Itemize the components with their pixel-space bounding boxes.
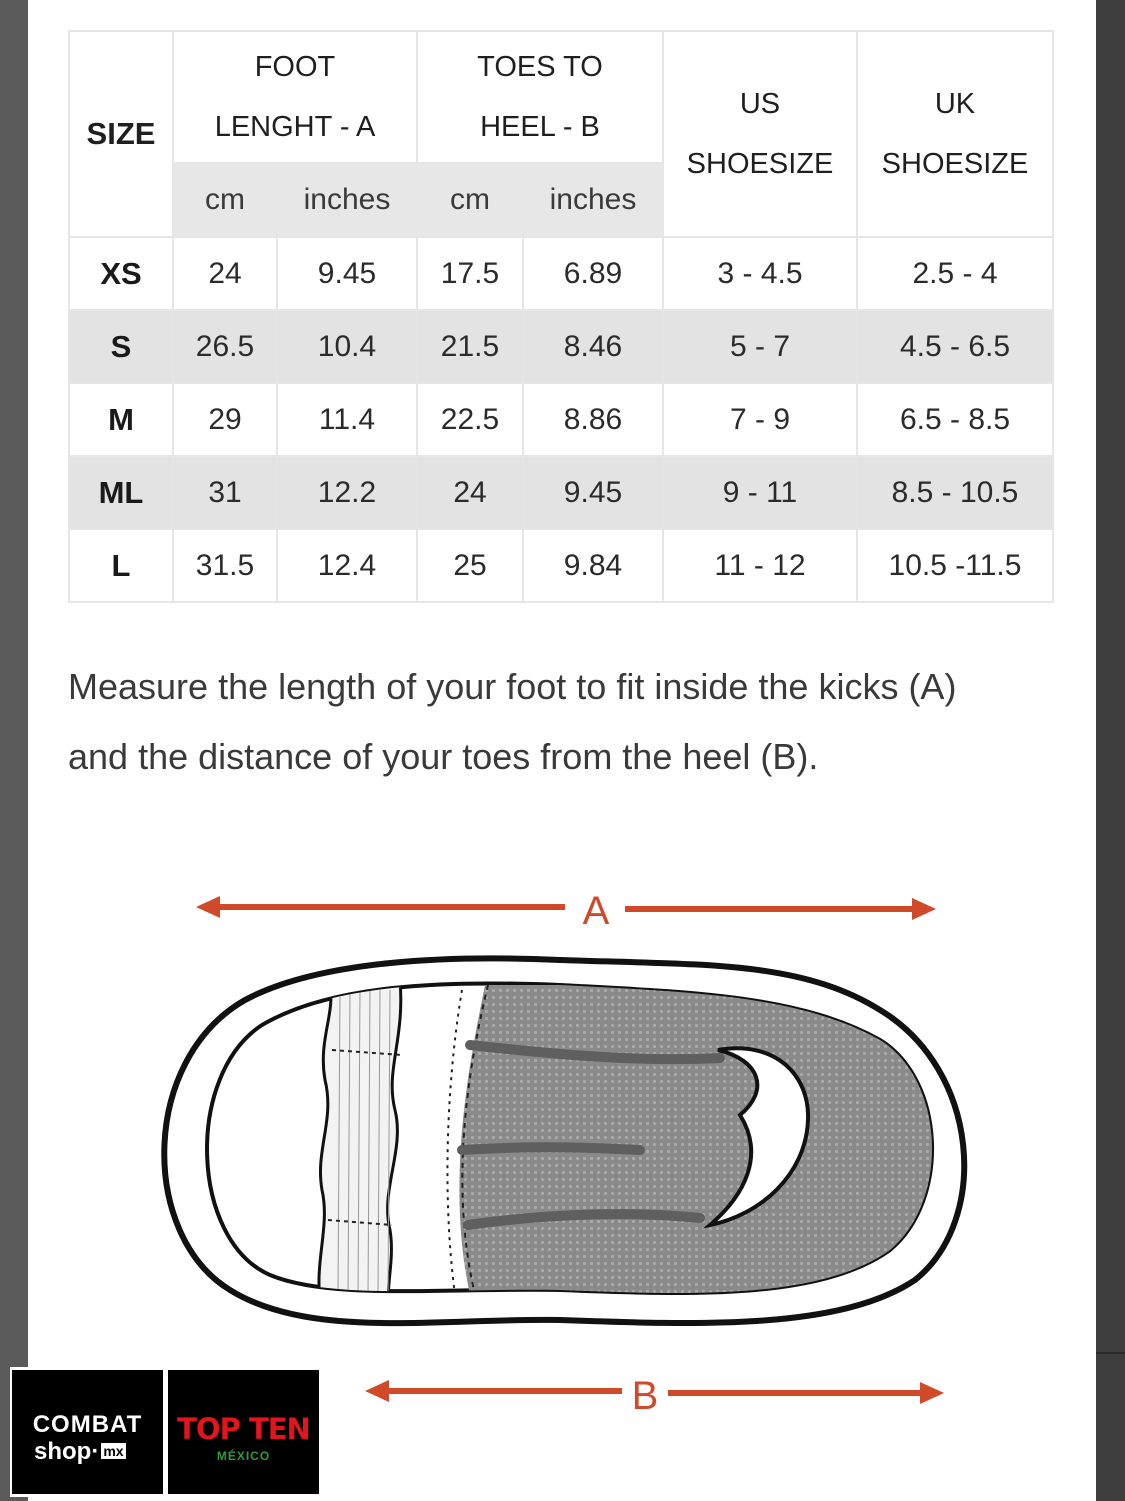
toe-cm: 24	[417, 456, 523, 529]
header-uk-shoesize: UK SHOESIZE	[857, 31, 1053, 237]
label-a: A	[582, 889, 610, 933]
size-label: L	[69, 529, 173, 602]
foot-inches: 12.4	[277, 529, 417, 602]
arrow-b	[365, 1374, 944, 1418]
foot-cm: 26.5	[173, 310, 277, 383]
logo-area	[10, 1367, 321, 1497]
foot-cm: 31	[173, 456, 277, 529]
header-size: SIZE	[69, 31, 173, 237]
us-size: 11 - 12	[663, 529, 857, 602]
uk-size: 2.5 - 4	[857, 237, 1053, 310]
arrow-a	[196, 889, 936, 933]
header-toes-to-heel: TOES TO HEEL - B	[417, 31, 663, 163]
header-foot-length: FOOT LENGHT - A	[173, 31, 417, 163]
size-label: S	[69, 310, 173, 383]
toe-inches: 9.84	[523, 529, 663, 602]
toe-inches: 8.46	[523, 310, 663, 383]
toe-cm: 25	[417, 529, 523, 602]
foot-inches: 12.2	[277, 456, 417, 529]
unit-toe-cm: cm	[417, 163, 523, 237]
foot-inches: 10.4	[277, 310, 417, 383]
foot-inches: 9.45	[277, 237, 417, 310]
toe-inches: 8.86	[523, 383, 663, 456]
uk-size: 8.5 - 10.5	[857, 456, 1053, 529]
combat-shop-logo: COMBAT shop· mx	[12, 1370, 163, 1494]
instruction-line-2: and the distance of your toes from the heel (B).	[68, 736, 819, 777]
unit-toe-inches: inches	[523, 163, 663, 237]
unit-foot-cm: cm	[173, 163, 277, 237]
uk-size: 4.5 - 6.5	[857, 310, 1053, 383]
size-label: XS	[69, 237, 173, 310]
size-label: M	[69, 383, 173, 456]
toe-cm: 22.5	[417, 383, 523, 456]
unit-foot-inches: inches	[277, 163, 417, 237]
toe-inches: 9.45	[523, 456, 663, 529]
us-size: 9 - 11	[663, 456, 857, 529]
toe-cm: 17.5	[417, 237, 523, 310]
foot-cm: 31.5	[173, 529, 277, 602]
label-b: B	[631, 1374, 659, 1418]
us-size: 7 - 9	[663, 383, 857, 456]
us-size: 3 - 4.5	[663, 237, 857, 310]
foot-inches: 11.4	[277, 383, 417, 456]
shoe-illustration	[164, 958, 964, 1323]
uk-size: 6.5 - 8.5	[857, 383, 1053, 456]
uk-size: 10.5 -11.5	[857, 529, 1053, 602]
foot-cm: 29	[173, 383, 277, 456]
header-us-shoesize: US SHOESIZE	[663, 31, 857, 237]
toe-cm: 21.5	[417, 310, 523, 383]
toe-inches: 6.89	[523, 237, 663, 310]
top-ten-mexico-logo: TOP TEN MÉXICO	[168, 1370, 319, 1494]
foot-cm: 24	[173, 237, 277, 310]
instruction-line-1: Measure the length of your foot to fit inside the kicks (A)	[68, 666, 957, 707]
us-size: 5 - 7	[663, 310, 857, 383]
size-label: ML	[69, 456, 173, 529]
